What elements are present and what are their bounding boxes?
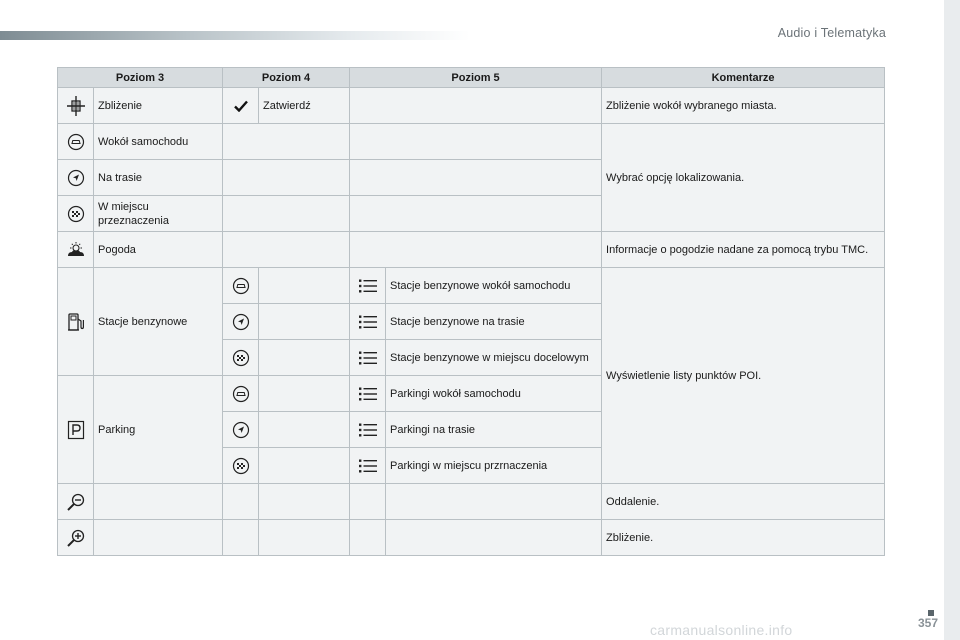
destination-flag-circle-icon (67, 205, 85, 223)
level5-parking-destination: Parkingi w miejscu przrnaczenia (386, 448, 602, 484)
level4-confirm-label: Zatwierdź (259, 88, 350, 124)
comment-zoom: Zbliżenie wokół wybranego miasta. (602, 88, 885, 124)
check-icon (234, 100, 248, 112)
side-strip (944, 0, 960, 640)
column-header-level3: Poziom 3 (58, 68, 223, 88)
level5-parking-on-route: Parkingi na trasie (386, 412, 602, 448)
route-arrow-circle-icon (67, 169, 85, 187)
comment-poi: Wyświetlenie listy punktów POI. (602, 268, 885, 484)
car-circle-icon (232, 277, 250, 295)
level5-parking-around-car: Parkingi wokół samochodu (386, 376, 602, 412)
navigation-menu-table (57, 67, 885, 556)
destination-flag-circle-icon (232, 349, 250, 367)
watermark: carmanualsonline.info (650, 622, 793, 638)
table-row-zoom (58, 88, 885, 124)
comment-zoom-in: Zbliżenie. (602, 520, 885, 556)
column-header-comment: Komentarze (602, 68, 885, 88)
level3-destination-label: W miejscu przeznaczenia (94, 196, 223, 232)
column-header-level5: Poziom 5 (350, 68, 602, 88)
zoom-out-icon (66, 493, 86, 511)
fuel-pump-icon (67, 312, 85, 332)
table-row-around-car (58, 124, 885, 160)
list-icon (359, 351, 377, 365)
level3-fuel-label: Stacje benzynowe (94, 268, 223, 376)
column-header-level4: Poziom 4 (223, 68, 350, 88)
comment-weather: Informacje o pogodzie nadane za pomocą trybu TMC. (602, 232, 885, 268)
car-circle-icon (67, 133, 85, 151)
level5-fuel-destination: Stacje benzynowe w miejscu docelowym (386, 340, 602, 376)
table-row-fuel-around-car (58, 268, 885, 304)
weather-icon (65, 241, 87, 259)
level3-parking-label: Parking (94, 376, 223, 484)
route-arrow-circle-icon (232, 421, 250, 439)
table-row-zoom-in (58, 520, 885, 556)
list-icon (359, 279, 377, 293)
level5-fuel-on-route: Stacje benzynowe na trasie (386, 304, 602, 340)
level3-weather-label: Pogoda (94, 232, 223, 268)
level3-around-car-label: Wokół samochodu (94, 124, 223, 160)
destination-flag-circle-icon (232, 457, 250, 475)
level3-zoom-label: Zbliżenie (94, 88, 223, 124)
list-icon (359, 459, 377, 473)
page-header-title: Audio i Telematyka (777, 26, 886, 40)
zoom-in-icon (66, 529, 86, 547)
parking-icon (67, 420, 85, 440)
list-icon (359, 423, 377, 437)
table-row-zoom-out (58, 484, 885, 520)
route-arrow-circle-icon (232, 313, 250, 331)
table-row-weather (58, 232, 885, 268)
page-number: 357 (917, 616, 938, 630)
list-icon (359, 387, 377, 401)
car-circle-icon (232, 385, 250, 403)
comment-zoom-out: Oddalenie. (602, 484, 885, 520)
level3-on-route-label: Na trasie (94, 160, 223, 196)
header-bar (0, 31, 470, 40)
level5-fuel-around-car: Stacje benzynowe wokół samochodu (386, 268, 602, 304)
comment-location: Wybrać opcję lokalizowania. (602, 124, 885, 232)
map-zoom-center-icon (66, 95, 86, 117)
list-icon (359, 315, 377, 329)
